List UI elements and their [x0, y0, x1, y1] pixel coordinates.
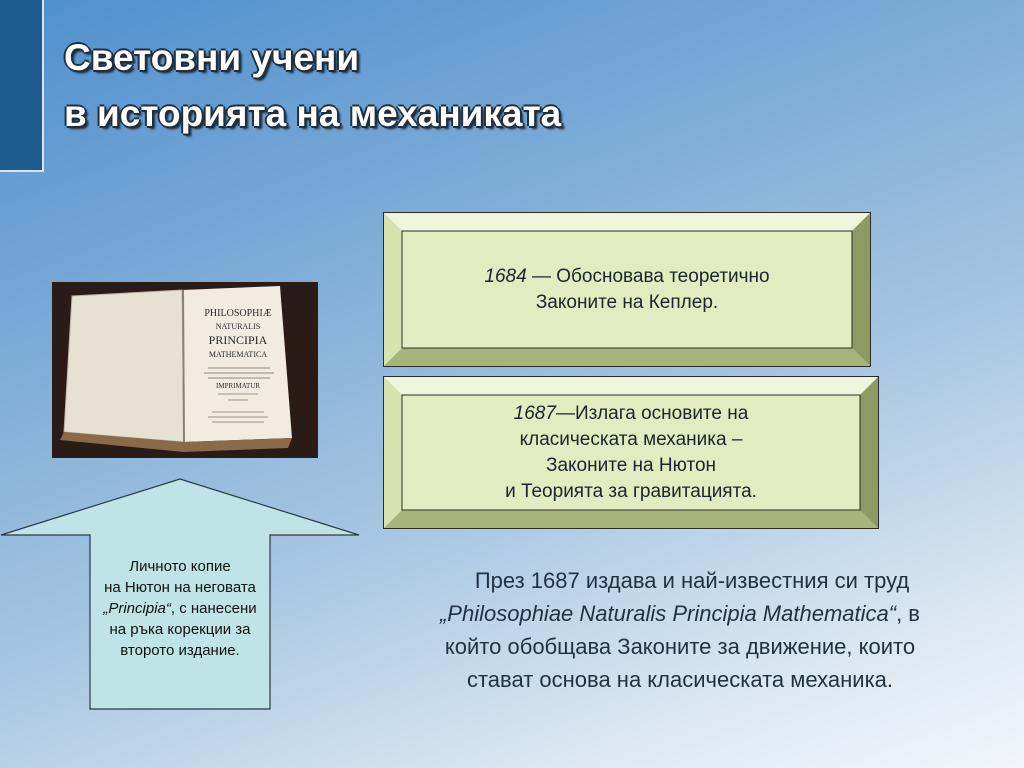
book-imprimatur: IMPRIMATUR — [216, 382, 260, 390]
arrow-note-line3: , с нанесени — [170, 600, 257, 617]
arrow-callout-text — [88, 556, 272, 661]
side-accent-bar — [0, 0, 44, 172]
paragraph-work-title: „Philosophiae Naturalis Principia Mathematica“ — [439, 601, 897, 626]
arrow-note-principia: „Principia“ — [103, 600, 171, 617]
fact-1684-text: — Обосновава теоретично — [526, 265, 770, 287]
fact-1687-line1: —Излага основите на — [555, 402, 749, 424]
fact-1687-line4: и Теорията за гравитацията. — [505, 480, 757, 502]
book-line-1: PHILOSOPHIÆ — [204, 308, 272, 319]
fact-box-1687 — [383, 376, 879, 529]
arrow-note-line4: на ръка корекции за — [109, 621, 251, 638]
principia-book-photo — [52, 282, 318, 458]
fact-box-1684 — [383, 212, 871, 367]
year-1684: 1684 — [484, 265, 527, 287]
book-line-4: MATHEMATICA — [208, 350, 268, 359]
slide-title-line1: Световни учени — [64, 37, 360, 78]
paragraph-line1: През 1687 издава и най-известния си труд — [474, 568, 910, 593]
book-line-2: NATURALIS — [215, 322, 261, 331]
fact-box-1684-text — [402, 231, 852, 348]
fact-1687-line2: класическата механика – — [519, 428, 743, 450]
arrow-note-line5: второто издание. — [120, 642, 240, 659]
arrow-note-line1: Личното копие — [129, 558, 231, 575]
book-line-3: PRINCIPIA — [208, 333, 268, 347]
arrow-note-line2: на Нютон на неговата — [104, 579, 256, 596]
paragraph-line3: който обобщава Законите за движение, които — [444, 634, 916, 659]
fact-1684-line2: Законите на Кеплер. — [535, 291, 719, 313]
slide-title-line2: в историята на механиката — [64, 93, 562, 134]
year-1687: 1687 — [513, 402, 556, 424]
paragraph-line4: стават основа на класическата механика. — [466, 667, 894, 692]
paragraph-line2: , в — [896, 601, 920, 626]
fact-box-1687-text — [402, 395, 860, 510]
slide-title — [64, 30, 561, 142]
fact-1687-line3: Законите на Нютон — [545, 454, 717, 476]
principia-paragraph — [385, 564, 975, 696]
